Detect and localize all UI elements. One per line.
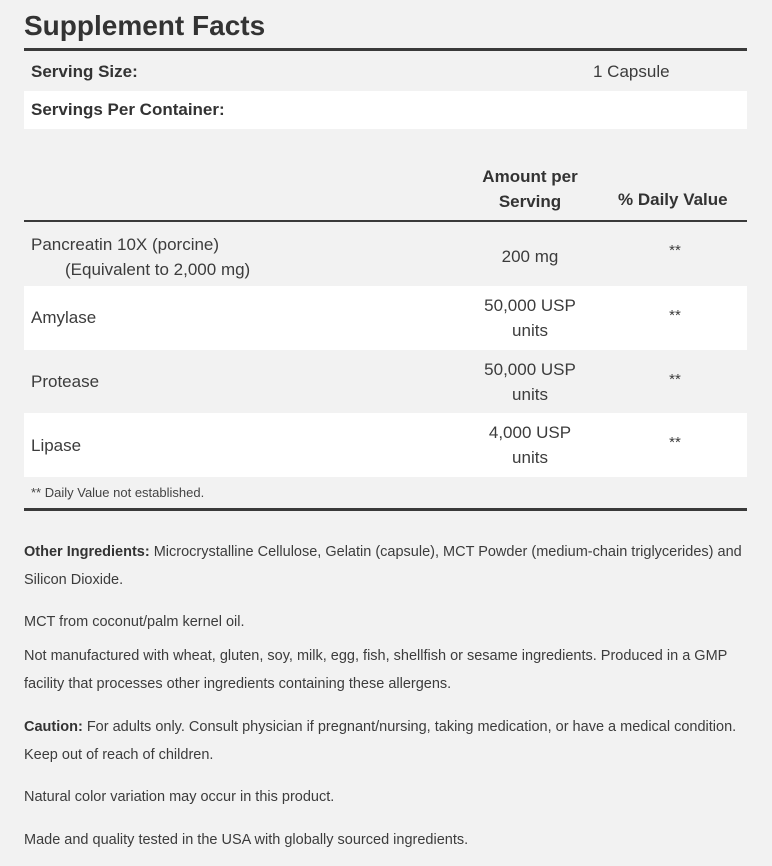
ingredient-subname: (Equivalent to 2,000 mg) xyxy=(65,260,251,279)
ingredient-amount-line1: 4,000 USP xyxy=(488,423,572,442)
ingredient-amount: 200 mg xyxy=(501,247,559,266)
table-row xyxy=(24,413,747,477)
table-row xyxy=(24,350,747,413)
ingredient-name: Protease xyxy=(31,372,100,391)
column-header-row xyxy=(24,160,747,220)
ingredient-name: Lipase xyxy=(31,436,82,455)
ingredient-dv: ** xyxy=(669,307,681,324)
serving-size-value: 1 Capsule xyxy=(593,62,670,81)
servings-per-container-label: Servings Per Container: xyxy=(31,100,225,119)
origin-note: Made and quality tested in the USA with globally sourced ingredients. xyxy=(24,832,469,848)
serving-size-label: Serving Size: xyxy=(31,62,138,81)
servings-per-container-row xyxy=(24,91,747,129)
ingredient-amount-line1: 50,000 USP xyxy=(484,360,576,379)
other-ingredients-paragraph xyxy=(24,538,748,594)
other-ingredients-label: Other Ingredients: xyxy=(24,544,150,560)
mct-note: MCT from coconut/palm kernel oil. xyxy=(24,614,245,630)
table-row xyxy=(24,222,747,286)
caution-text: For adults only. Consult physician if pregnant/nursing, taking medication, or have a medical condition. Keep out of reach of children. xyxy=(24,719,737,763)
ingredient-amount-line2: units xyxy=(512,385,548,404)
other-ingredients-text: Microcrystalline Cellulose, Gelatin (capsule), MCT Powder (medium-chain triglycerides) and Silicon Dioxide. xyxy=(24,544,742,588)
ingredient-name xyxy=(31,232,250,282)
caution-label: Caution: xyxy=(24,719,83,735)
ingredient-dv: ** xyxy=(669,434,681,451)
ingredient-amount-line1: 50,000 USP xyxy=(484,296,576,315)
ingredient-amount xyxy=(460,293,600,343)
table-row xyxy=(24,286,747,350)
caution-paragraph xyxy=(24,713,748,769)
table-bottom-divider xyxy=(24,508,747,511)
ingredient-dv: ** xyxy=(669,242,681,259)
allergen-note: Not manufactured with wheat, gluten, soy, milk, egg, fish, shellfish or sesame ingredients. Produced in a GMP facility that processes other ingredients containing these allergens. xyxy=(24,648,728,692)
color-variation-note: Natural color variation may occur in this product. xyxy=(24,789,335,805)
ingredient-amount xyxy=(460,357,600,407)
ingredient-amount-line2: units xyxy=(512,448,548,467)
daily-value-footnote: ** Daily Value not established. xyxy=(31,485,205,500)
daily-value-header: % Daily Value xyxy=(618,190,728,209)
serving-size-row xyxy=(24,51,747,91)
ingredient-name: Amylase xyxy=(31,308,97,327)
amount-header-line1: Amount per xyxy=(482,167,578,186)
ingredient-amount xyxy=(460,420,600,470)
amount-per-serving-header xyxy=(460,164,600,214)
ingredient-dv: ** xyxy=(669,371,681,388)
page-title: Supplement Facts xyxy=(24,10,266,41)
amount-header-line2: Serving xyxy=(498,192,562,211)
ingredient-name-line: Pancreatin 10X (porcine) xyxy=(31,235,220,254)
ingredient-amount-line2: units xyxy=(512,321,548,340)
